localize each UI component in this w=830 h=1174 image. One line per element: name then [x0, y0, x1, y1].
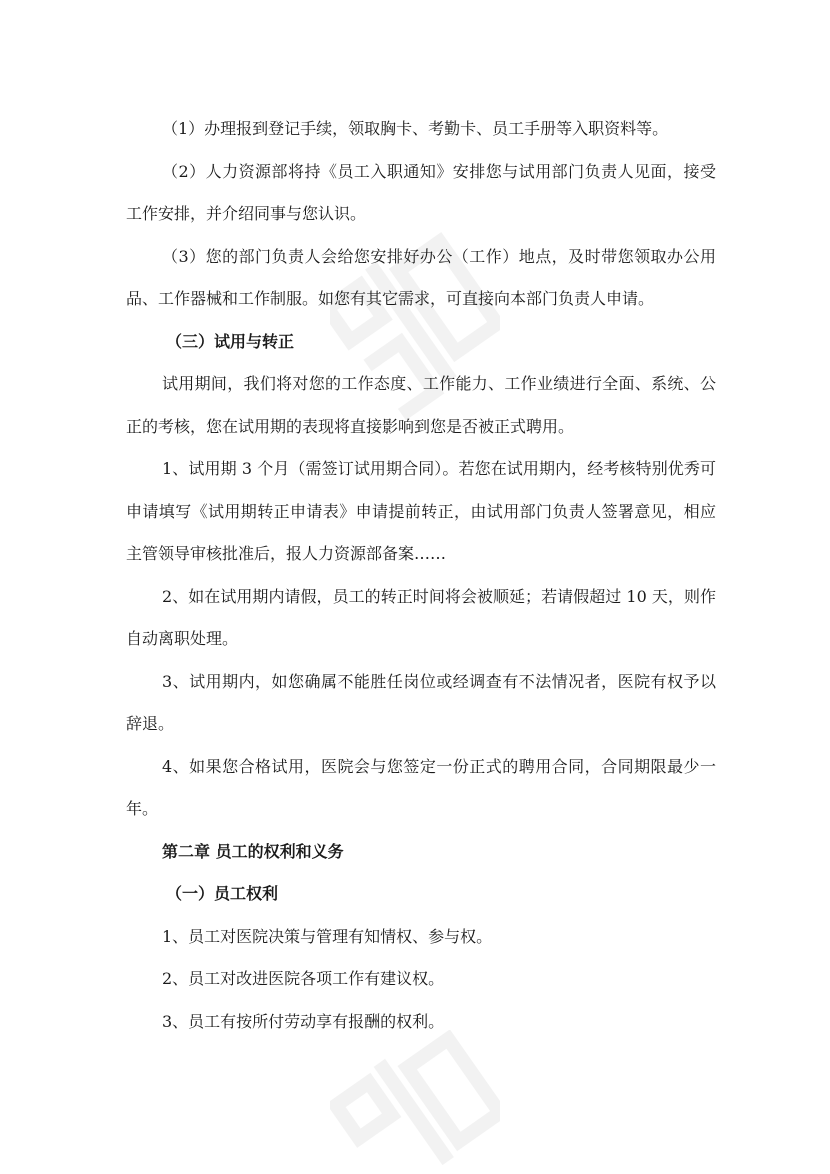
paragraph-probation-intro: 试用期间，我们将对您的工作态度、工作能力、工作业绩进行全面、系统、公正的考核，您在试用期的表现将直接影响到您是否被正式聘用。 [126, 374, 716, 436]
chapter-heading-rights: 第二章 员工的权利和义务 [162, 841, 344, 861]
paragraph-probation-4: 4、如果您合格试用，医院会与您签定一份正式的聘用合同，合同期限最少一年。 [126, 756, 716, 818]
watermark-logo-icon [330, 1030, 500, 1174]
paragraph-intake-2: （2）人力资源部将持《员工入职通知》安排您与试用部门负责人见面，接受工作安排，并介绍同事与您认识。 [126, 161, 716, 223]
paragraph-probation-2: 2、如在试用期内请假，员工的转正时间将会被顺延；若请假超过 10 天，则作自动离职处理。 [126, 586, 716, 648]
paragraph-rights-3: 3、员工有按所付劳动享有报酬的权利。 [162, 1011, 445, 1031]
paragraph-intake-1: （1）办理报到登记手续，领取胸卡、考勤卡、员工手册等入职资料等。 [162, 119, 669, 138]
paragraph-probation-3: 3、试用期内，如您确属不能胜任岗位或经调查有不法情况者，医院有权予以辞退。 [126, 671, 716, 733]
section-heading-employee-rights: （一）员工权利 [166, 884, 279, 903]
paragraph-rights-2: 2、员工对改进医院各项工作有建议权。 [162, 969, 445, 988]
paragraph-intake-3: （3）您的部门负责人会给您安排好办公（工作）地点，及时带您领取办公用品、工作器械和工作制服。如您有其它需求，可直接向本部门负责人申请。 [126, 246, 716, 308]
paragraph-probation-1: 1、试用期 3 个月（需签订试用期合同）。若您在试用期内，经考核特别优秀可申请填写《试用期转正申请表》申请提前转正，由试用部门负责人签署意见，相应主管领导审核批准后，报人力资源部备案…… [126, 459, 716, 563]
paragraph-rights-1: 1、员工对医院决策与管理有知情权、参与权。 [162, 926, 493, 946]
section-heading-probation: （三）试用与转正 [166, 331, 295, 351]
document-body [126, 108, 716, 1043]
